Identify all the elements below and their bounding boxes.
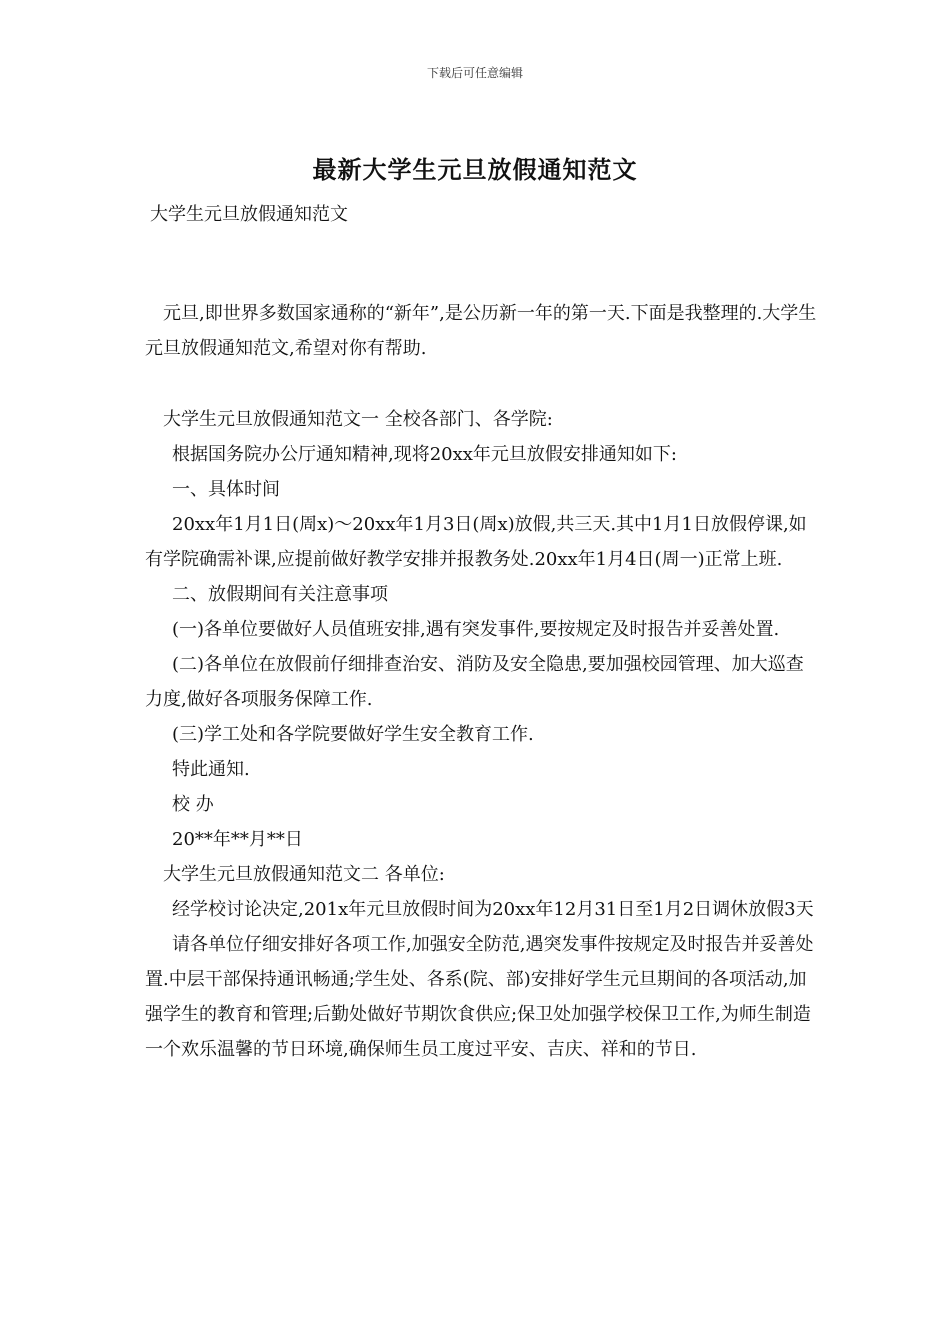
- notice1-closing: 特此通知.: [172, 759, 250, 780]
- header-note: 下载后可任意编辑: [426, 66, 523, 80]
- notice1-paragraph-2: 20xx年1月1日(周x)～20xx年1月3日(周x)放假,共三天.其中1月1日放假停课,如有学院确需补课,应提前做好教学安排并报教务处.20xx年1月4日(周一)正常上班.: [145, 514, 807, 570]
- notice1-paragraph-1: 根据国务院办公厅通知精神,现将20xx年元旦放假安排通知如下:: [172, 444, 677, 465]
- notice1-signer: 校 办: [172, 794, 214, 815]
- notice1-item-2: (二)各单位在放假前仔细排查治安、消防及安全隐患,要加强校园管理、加大巡查力度,做好各项服务保障工作.: [145, 654, 804, 710]
- notice1-block: [145, 402, 820, 1067]
- notice1-item-1: (一)各单位要做好人员值班安排,遇有突发事件,要按规定及时报告并妥善处置.: [172, 619, 780, 640]
- document-title: 最新大学生元旦放假通知范文: [312, 155, 638, 184]
- notice1-heading: 大学生元旦放假通知范文一 全校各部门、各学院:: [163, 409, 553, 430]
- document-subtitle: 大学生元旦放假通知范文: [150, 204, 348, 225]
- notice1-date: 20**年**月**日: [172, 829, 303, 850]
- notice2-paragraph-1: 经学校讨论决定,201x年元旦放假时间为20xx年12月31日至1月2日调休放假3天: [172, 899, 814, 920]
- intro-paragraph: 元旦,即世界多数国家通称的“新年”,是公历新一年的第一天.下面是我整理的.大学生元旦放假通知范文,希望对你有帮助.: [145, 303, 817, 359]
- notice1-item-3: (三)学工处和各学院要做好学生安全教育工作.: [172, 724, 534, 745]
- notice2-paragraph-2: 请各单位仔细安排好各项工作,加强安全防范,遇突发事件按规定及时报告并妥善处置.中层干部保持通讯畅通;学生处、各系(院、部)安排好学生元旦期间的各项活动,加强学生的教育和管理;后勤处做好节期饮食供应;保卫处加强学校保卫工作,为师生制造一个欢乐温馨的节日环境,确保师生员工度过平安、吉庆、祥和的节日.: [145, 934, 814, 1060]
- intro-block: [145, 296, 820, 366]
- notice1-section-1: 一、具体时间: [172, 479, 280, 500]
- notice1-section-2: 二、放假期间有关注意事项: [172, 584, 388, 605]
- notice2-heading: 大学生元旦放假通知范文二 各单位:: [163, 864, 445, 885]
